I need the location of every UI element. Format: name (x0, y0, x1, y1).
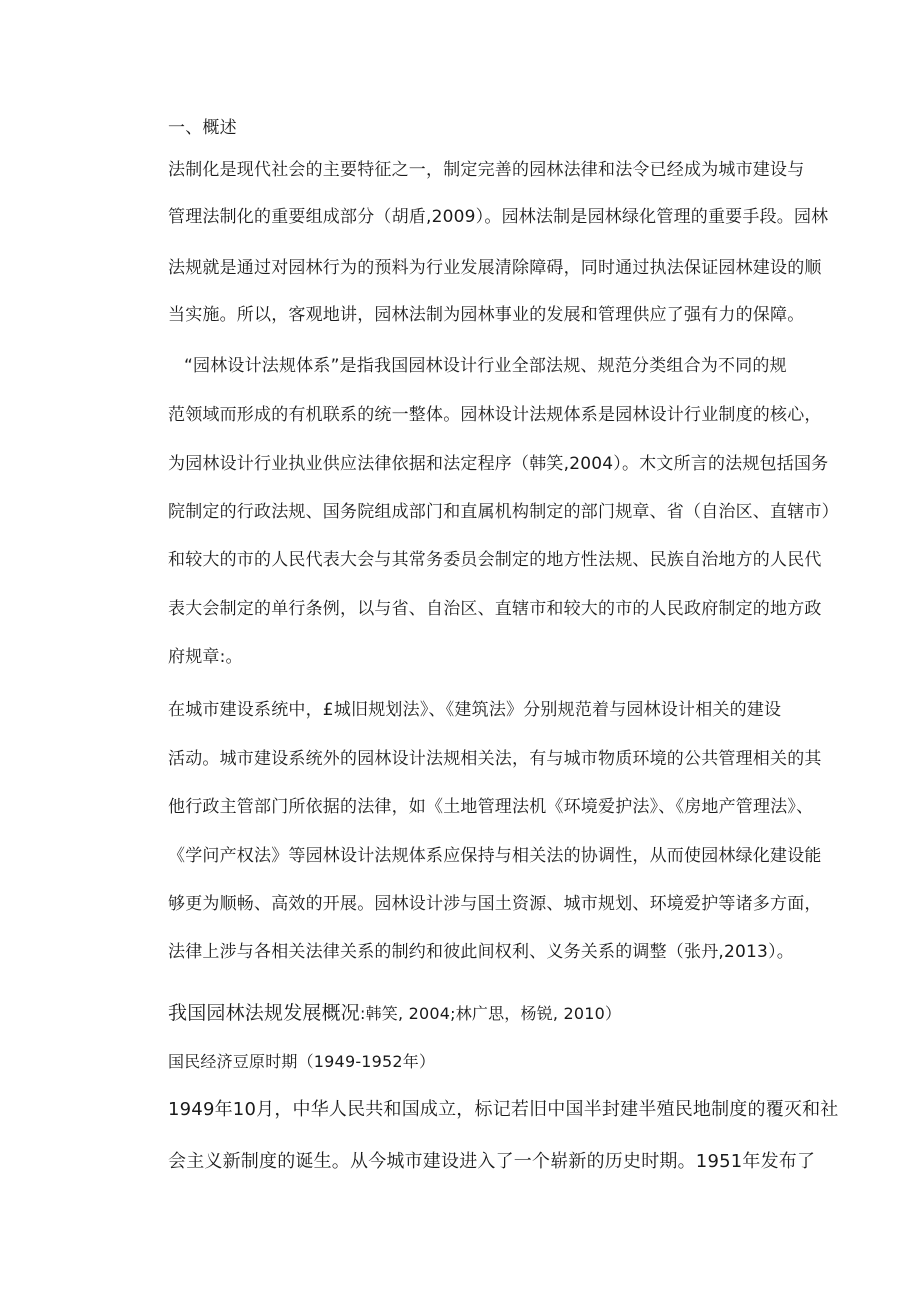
paragraph-line: 为园林设计行业执业供应法律依据和法定程序（韩笑,2004）。木文所言的法规包括国务 (168, 454, 829, 474)
paragraph-line: 他行政主管部门所依据的法律，如《土地管理法机《环境爱护法》、《房地产管理法》、 (168, 797, 814, 817)
heading-citation: :韩笑, 2004;林广思，杨锐, 2010） (360, 1004, 622, 1023)
paragraph-line: 1949年10月，中华人民共和国成立，标记若旧中国半封建半殖民地制度的覆灭和社 (168, 1099, 839, 1120)
paragraph-line: 会主义新制度的诞生。从今城市建设进入了一个崭新的历史时期。1951年发布了 (168, 1151, 816, 1172)
paragraph-line: 范领域而形成的有机联系的统一整体。园林设计法规体系是园林设计行业制度的核心， (168, 405, 822, 425)
paragraph-line: 法律上涉与各相关法律关系的制约和彼此间权利、义务关系的调整（张丹,2013）。 (168, 942, 794, 962)
paragraph-line: 府规章:。 (168, 647, 243, 667)
heading-main: 我国园林法规发展概况 (168, 1002, 361, 1024)
paragraph-line: 《学问产权法》等园林设计法规体系应保持与相关法的协调性，从而使园林绿化建设能 (168, 846, 822, 866)
paragraph-line: 法规就是通过对园林行为的预料为行业发展清除障碍，同时通过执法保证园林建设的顺 (168, 258, 822, 278)
paragraph-line: “园林设计法规体系”是指我国园林设计行业全部法规、规范分类组合为不同的规 (184, 356, 787, 376)
paragraph-line: 表大会制定的单行条例，以与省、自治区、直辖市和较大的市的人民政府制定的地方政 (168, 599, 822, 619)
paragraph-line: 法制化是现代社会的主要特征之一，制定完善的园林法律和法令已经成为城市建设与 (168, 160, 805, 180)
paragraph-line: 当实施。所以，客观地讲，园林法制为园林事业的发展和管理供应了强有力的保障。 (168, 305, 805, 325)
paragraph-line: 在城市建设系统中，£城旧规划法》、《建筑法》分别规范着与园林设计相关的建设 (168, 700, 782, 720)
subheading: 国民经济豆原时期（1949-1952年） (168, 1052, 436, 1071)
paragraph-line: 够更为顺畅、高效的开展。园林设计涉与国土资源、城市规划、环境爱护等诸多方面， (168, 894, 822, 914)
section-title: 一、概述 (168, 118, 237, 138)
paragraph-line: 管理法制化的重要组成部分（胡盾,2009）。园林法制是园林绿化管理的重要手段。园林 (168, 207, 829, 227)
paragraph-line: 院制定的行政法规、国务院组成部门和直属机构制定的部门规章、省（自治区、直辖市） (168, 502, 839, 522)
paragraph-line: 活动。城市建设系统外的园林设计法规相关法，有与城市物质环境的公共管理相关的其 (168, 749, 822, 769)
paragraph-line: 和较大的市的人民代表大会与其常务委员会制定的地方性法规、民族自治地方的人民代 (168, 550, 822, 570)
section-heading (168, 1003, 621, 1024)
